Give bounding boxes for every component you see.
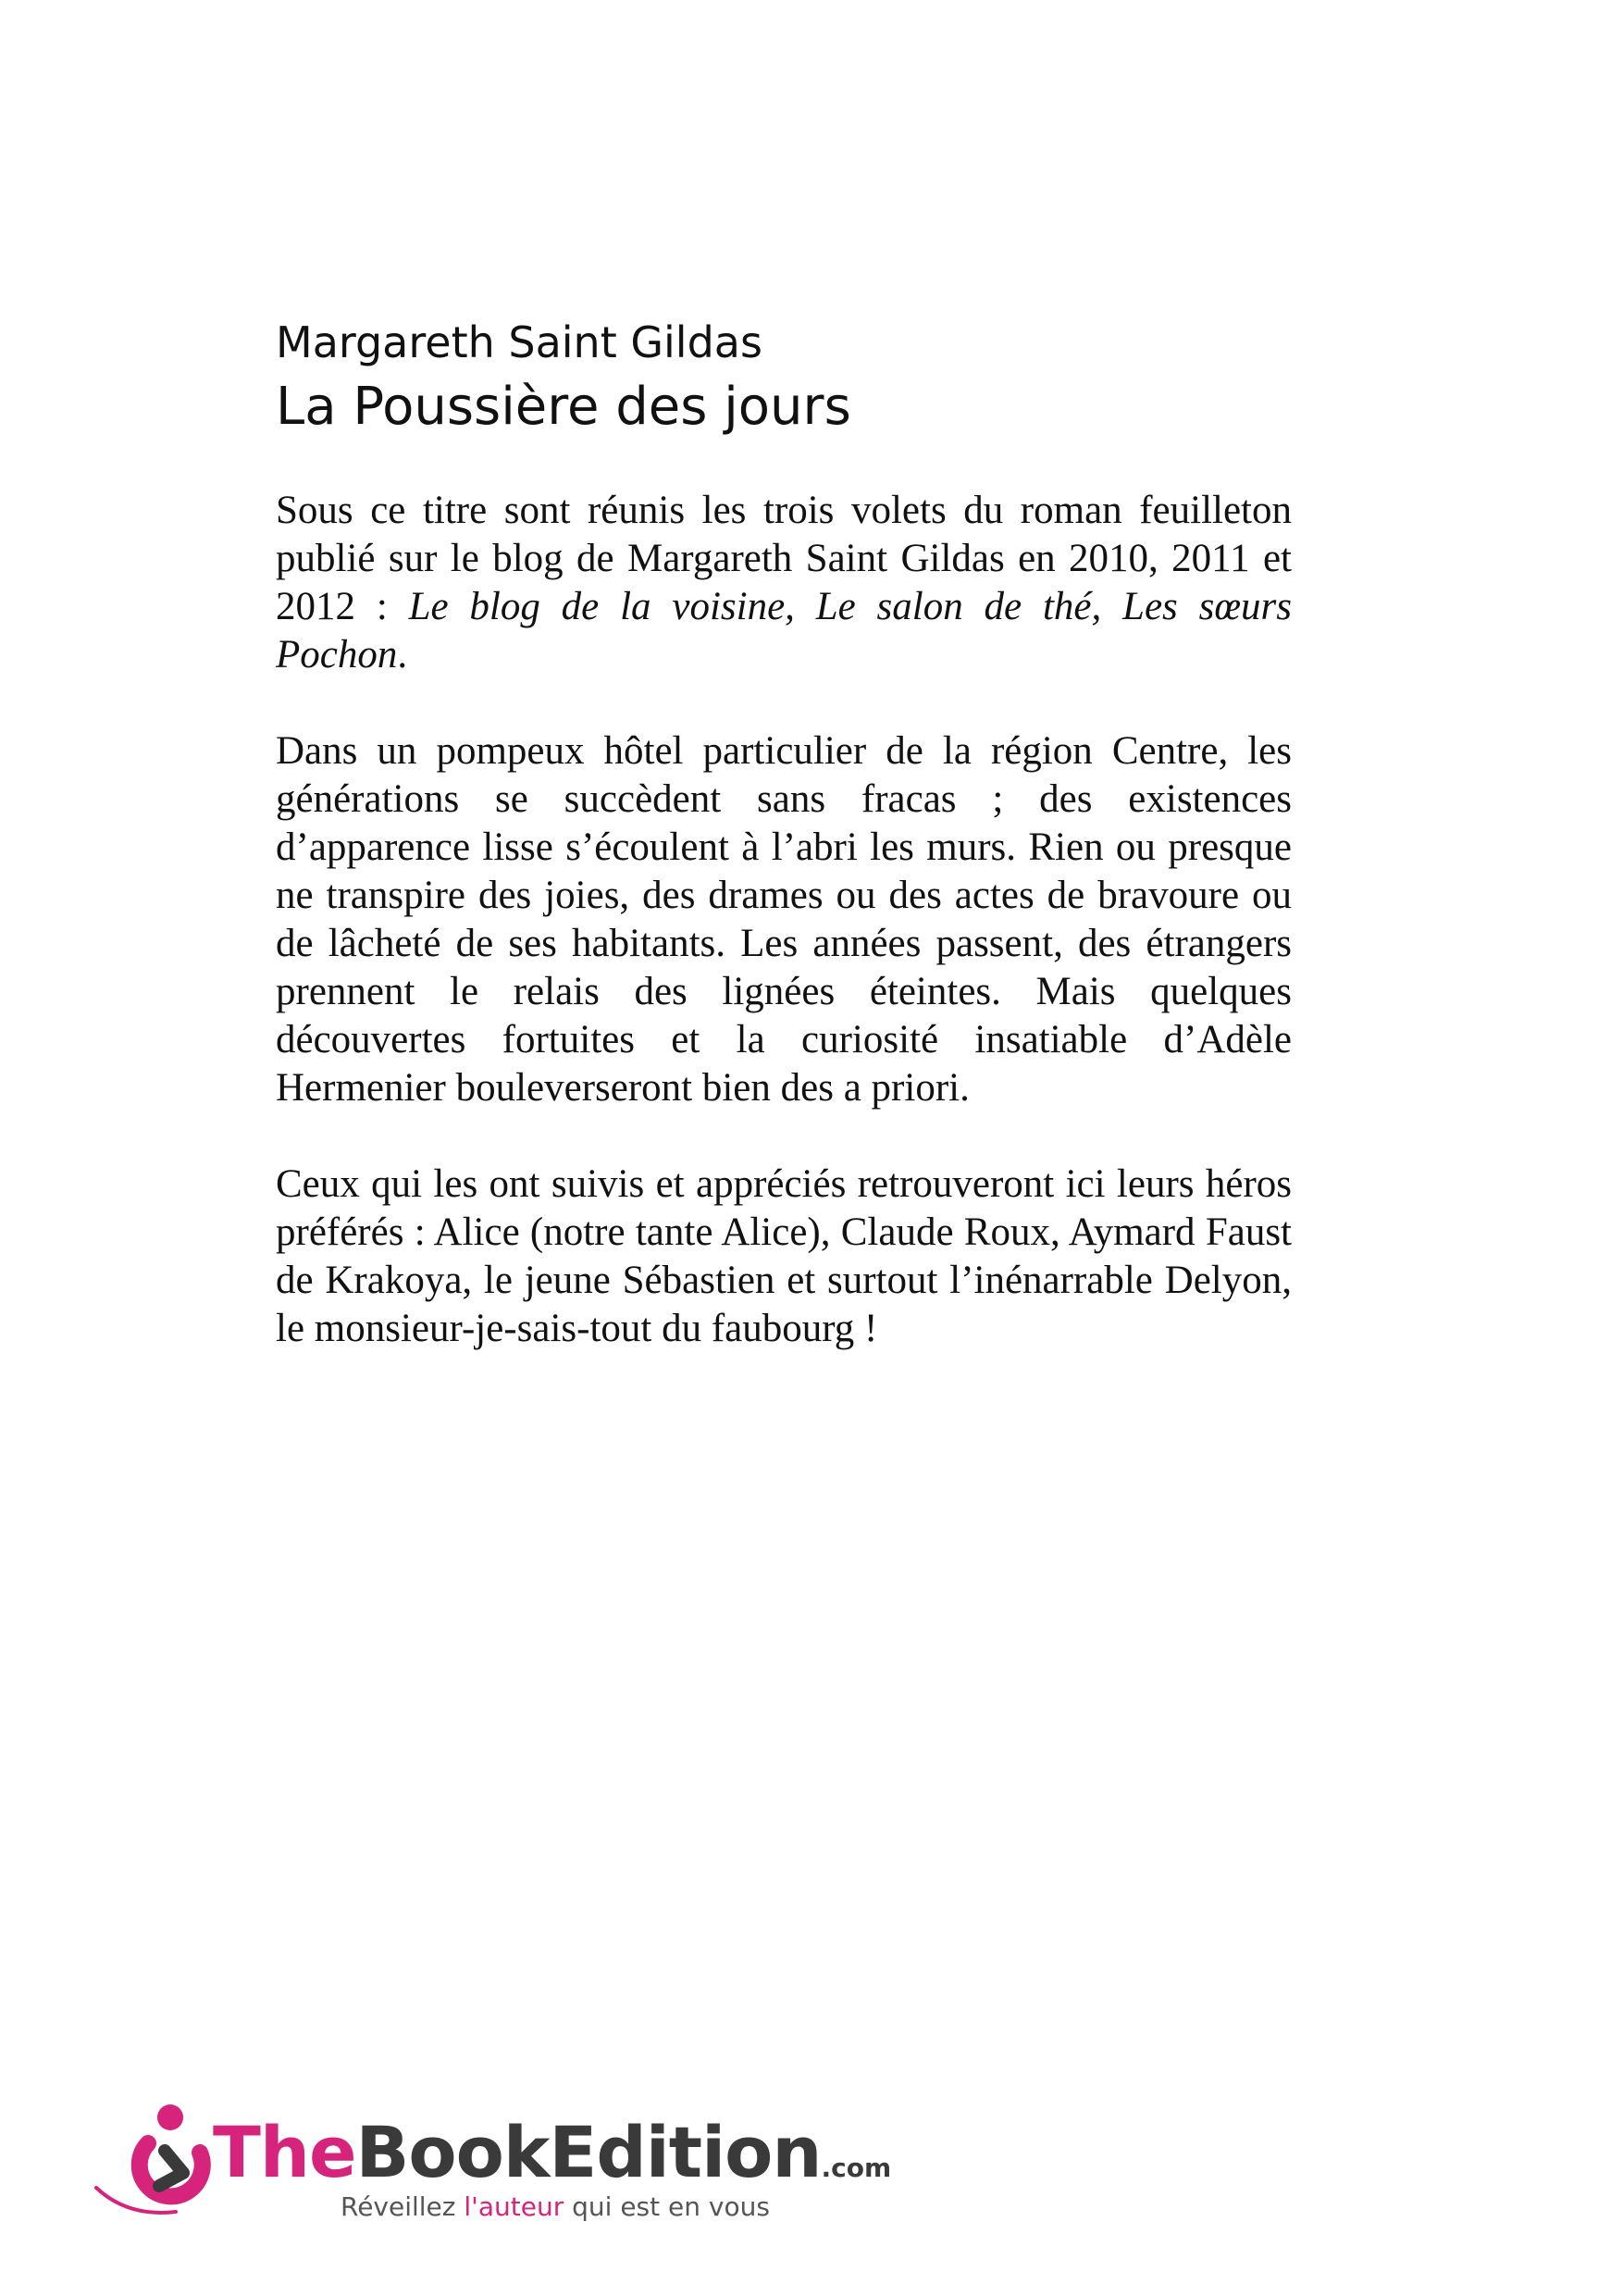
book-title: La Poussière des jours	[276, 377, 851, 437]
paragraph-3: Ceux qui les ont suivis et appréciés retrouveront ici leurs héros préférés : Alice (notre tante Alice), Claude Roux, Aymard Faust de Krakoya, le jeune Sébastien et surtout l’inénarrable Delyon, le monsieur-je-sais-tout du faubourg !	[276, 1162, 1292, 1350]
tagline-start: Réveillez	[341, 2191, 465, 2222]
logo-word-com: .com	[821, 2153, 892, 2183]
book-description	[276, 487, 1292, 1401]
paragraph-2: Dans un pompeux hôtel particulier de la région Centre, les générations se succèdent sans fracas ; des existences d’apparence lisse s’écoulent à l’abri les murs. Rien ou presque ne transpire des joies, des drames ou des actes de bravoure ou de lâcheté de ses habitants. Les années passent, des étrangers prennent le relais des lignées éteintes. Mais quelques découvertes fortuites et la curiosité insatiable d’Adèle Hermenier bouleverseront bien des a priori.	[276, 729, 1292, 1110]
tagline-highlight: l'auteur	[464, 2191, 564, 2222]
logo-word-bookedition: BookEdition	[355, 2111, 822, 2193]
paragraph-1-text: Sous ce titre sont réunis les trois volets du roman feuilleton publié sur le blog de Margareth Saint Gildas en 2010, 2011 et 2012 :	[276, 489, 1292, 628]
paragraph-1-italic-titles: Le blog de la voisine, Le salon de thé, Les sœurs Pochon	[276, 585, 1292, 676]
tagline-end: qui est en vous	[564, 2191, 770, 2222]
thebookedition-logo-icon	[91, 2099, 220, 2228]
logo-tagline	[341, 2191, 770, 2223]
paragraph-1-end: .	[397, 633, 408, 676]
author-name: Margareth Saint Gildas	[276, 317, 762, 367]
publisher-logo	[91, 2099, 892, 2228]
logo-word-the: The	[213, 2111, 356, 2193]
paragraph-1	[276, 487, 1292, 679]
